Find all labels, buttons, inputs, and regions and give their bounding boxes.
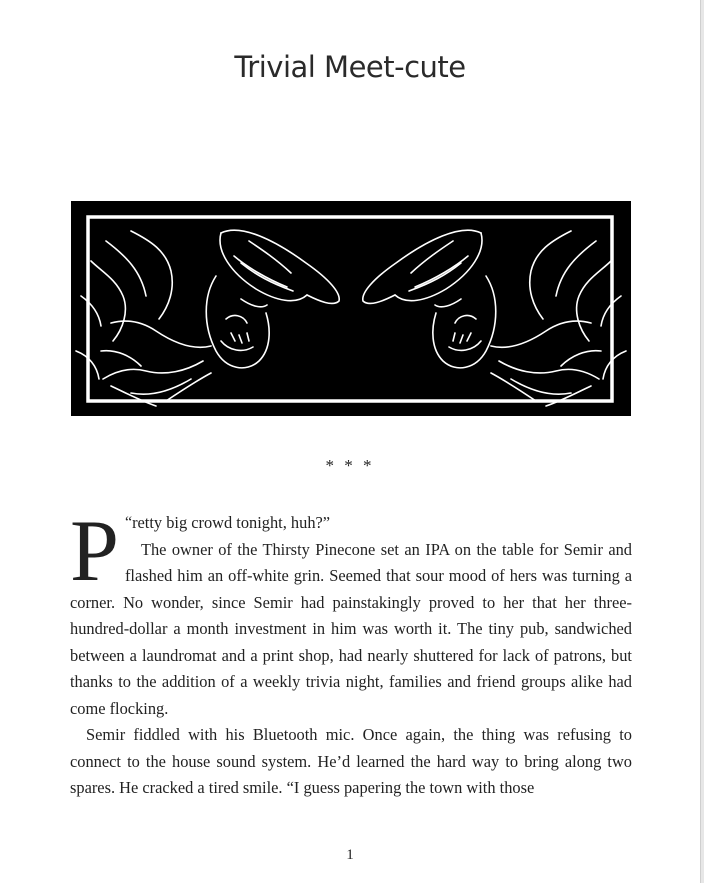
opening-quote: “	[124, 514, 133, 531]
two-skeletons-in-hats-banner-image	[71, 201, 631, 416]
paragraph-3: Semir fiddled with his Bluetooth mic. Once again, the thing was refusing to connect to the house sound system. He’d learned the hard way to bring along two spares. He cracked a tired smile. “I guess papering the town with those	[70, 725, 632, 797]
page-number: 1	[346, 847, 354, 863]
chapter-body	[70, 503, 632, 802]
chapter-title: Trivial Meet-cute	[234, 50, 466, 84]
chapter-banner-image	[71, 201, 631, 416]
drop-cap: P	[70, 503, 119, 600]
scene-separator: * * *	[325, 456, 375, 475]
first-line-text: retty big crowd tonight, huh?”	[132, 513, 331, 532]
paragraph-2: The owner of the Thirsty Pinecone set an IPA on the table for Semir and flashed him an off-white grin. Seemed that sour mood of hers was turning a corner. No wonder, since Semir had painstakingly proved to her that her three-hundred-dollar a month investment in him was worth it. The tiny pub, sandwiched between a laundromat and a print shop, had nearly shuttered for lack of patrons, but thanks to the addition of a weekly trivia night, families and friend groups alike had come flocking.	[70, 539, 632, 718]
paragraph-1	[70, 503, 632, 600]
